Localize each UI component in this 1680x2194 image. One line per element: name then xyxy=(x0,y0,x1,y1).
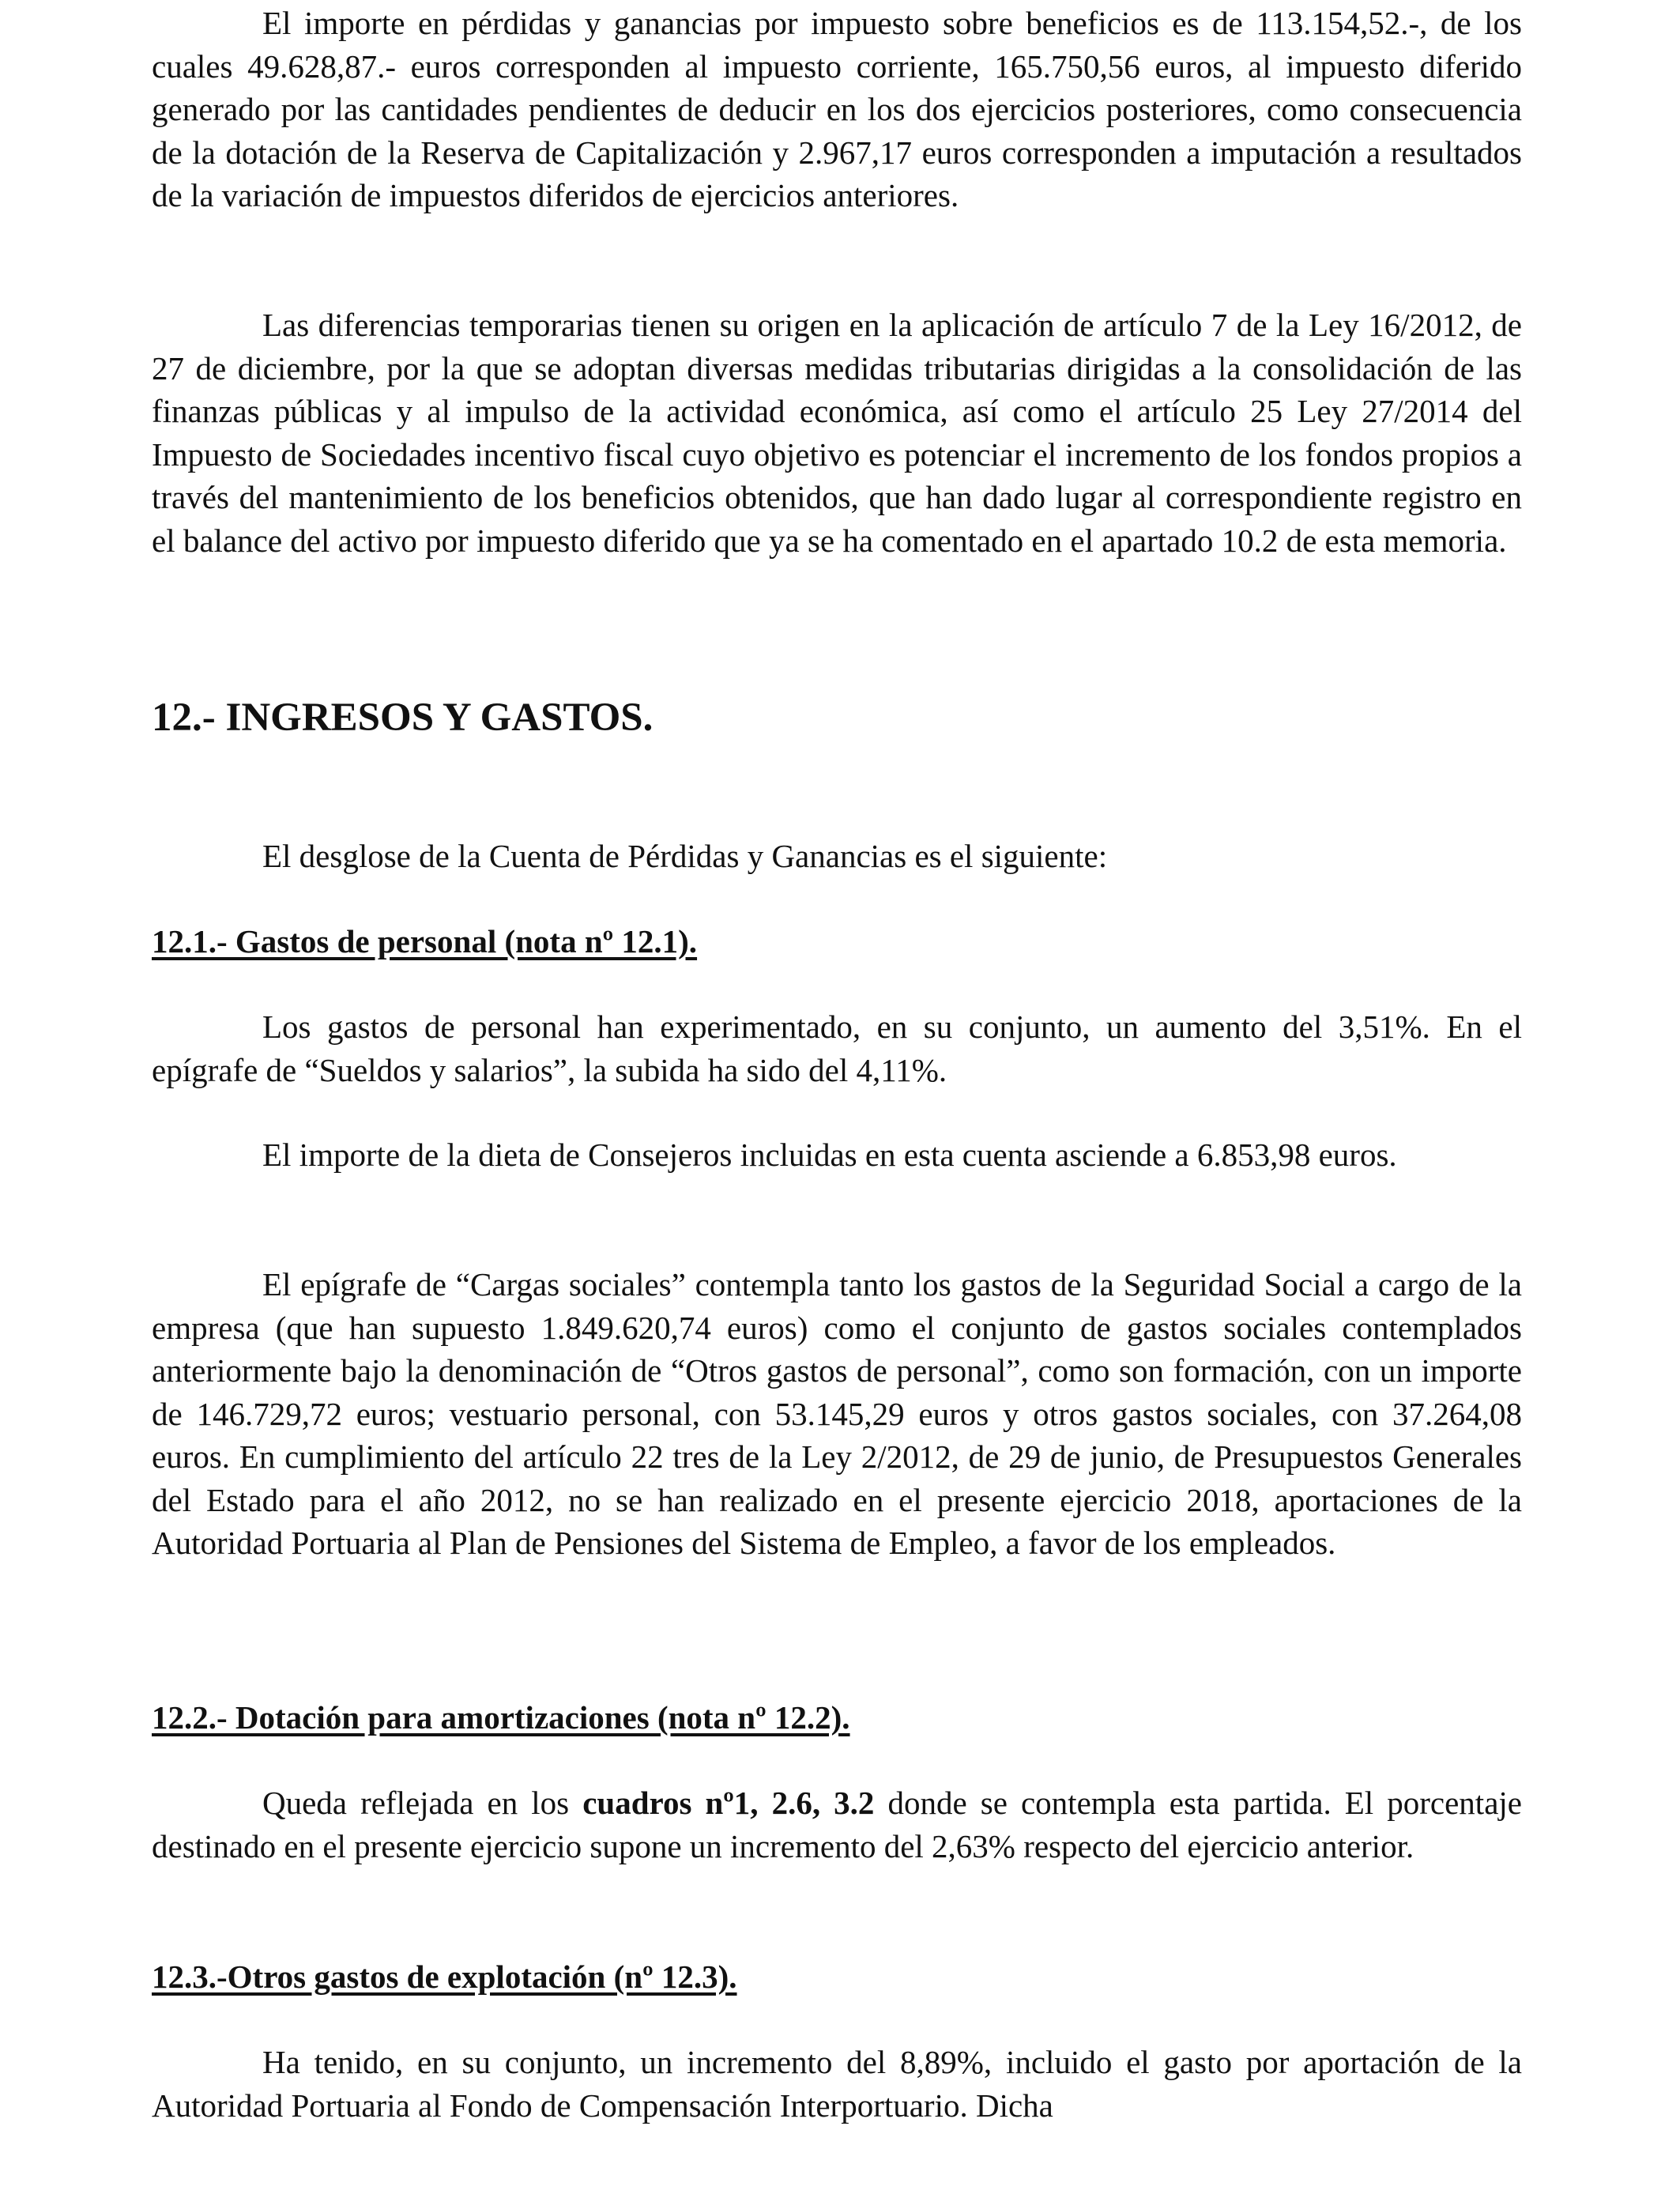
subheading-gastos-personal: 12.1.- Gastos de personal (nota nº 12.1). xyxy=(152,923,698,959)
paragraph-diferencias-temporarias: Las diferencias temporarias tienen su origen en la aplicación de artículo 7 de la Ley 16/2012, de 27 de diciembre, por la que se adoptan diversas medidas tributarias dirigidas a la consolidación de las finanzas públicas y al impulso de la actividad económica, así como el artículo 25 Ley 27/2014 del Impuesto de Sociedades incentivo fiscal cuyo objetivo es potenciar el incremento de los fondos propios a través del mantenimiento de los beneficios obtenidos, que han dado lugar al correspondiente registro en el balance del activo por impuesto diferido que ya se ha comentado en el apartado 10.2 de esta memoria. xyxy=(152,307,1522,559)
paragraph-impuesto-beneficios: El importe en pérdidas y ganancias por impuesto sobre beneficios es de 113.154,52.-, de los cuales 49.628,87.- euros corresponden al impuesto corriente, 165.750,56 euros, al impuesto diferido generado por las cantidades pendientes de deducir en los dos ejercicios posteriores, como consecuencia de la dotación de la Reserva de Capitalización y 2.967,17 euros corresponden a imputación a resultados de la variación de impuestos diferidos de ejercicios anteriores. xyxy=(152,5,1522,213)
subheading-otros-gastos-explotacion: 12.3.-Otros gastos de explotación (nº 12.3). xyxy=(152,1958,737,1995)
paragraph-amortizaciones xyxy=(152,1781,1522,1868)
paragraph-desglose: El desglose de la Cuenta de Pérdidas y Ganancias es el siguiente: xyxy=(262,838,1108,874)
paragraph-dieta-consejeros: El importe de la dieta de Consejeros incluidas en esta cuenta asciende a 6.853,98 euros. xyxy=(262,1137,1397,1173)
subheading-dotacion-amortizaciones: 12.2.- Dotación para amortizaciones (nota nº 12.2). xyxy=(152,1699,850,1736)
paragraph-amortizaciones-end: donde se contempla esta partida. El porcentaje destinado en el presente ejercicio supone un incremento del 2,63% respecto del ejercicio anterior. xyxy=(152,1785,1522,1864)
paragraph-otros-gastos: Ha tenido, en su conjunto, un incremento del 8,89%, incluido el gasto por aportación de la Autoridad Portuaria al Fondo de Compensación Interportuario. Dicha xyxy=(152,2044,1522,2124)
cuadros-reference: cuadros nº1, 2.6, 3.2 xyxy=(582,1785,875,1821)
paragraph-cargas-sociales: El epígrafe de “Cargas sociales” contempla tanto los gastos de la Seguridad Social a cargo de la empresa (que han supuesto 1.849.620,74 euros) como el conjunto de gastos sociales contemplados anteriormente bajo la denominación de “Otros gastos de personal”, como son formación, con un importe de 146.729,72 euros; vestuario personal, con 53.145,29 euros y otros gastos sociales, con 37.264,08 euros. En cumplimiento del artículo 22 tres de la Ley 2/2012, de 29 de junio, de Presupuestos Generales del Estado para el año 2012, no se han realizado en el presente ejercicio 2018, aportaciones de la Autoridad Portuaria al Plan de Pensiones del Sistema de Empleo, a favor de los empleados. xyxy=(152,1266,1522,1561)
paragraph-gastos-personal: Los gastos de personal han experimentado, en su conjunto, un aumento del 3,51%. En el epígrafe de “Sueldos y salarios”, la subida ha sido del 4,11%. xyxy=(152,1008,1522,1088)
paragraph-amortizaciones-start: Queda reflejada en los xyxy=(262,1785,583,1821)
section-heading-ingresos-gastos: 12.- INGRESOS Y GASTOS. xyxy=(152,696,654,740)
